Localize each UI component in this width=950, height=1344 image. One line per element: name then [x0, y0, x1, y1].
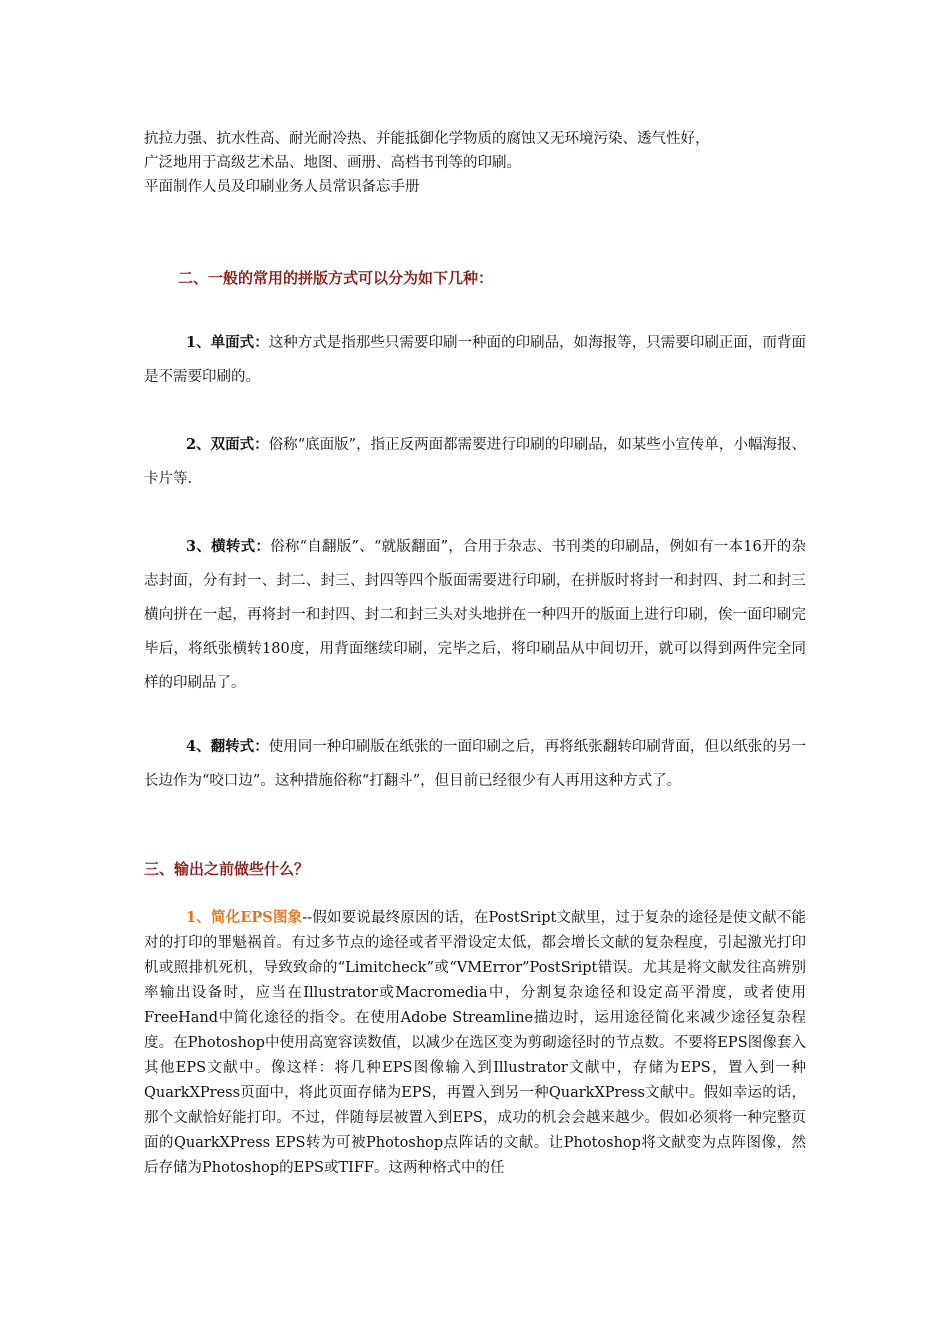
item-text: 这种方式是指那些只需要印刷一种面的印刷品，如海报等，只需要印刷正面，而背面是不需要印刷的。 [144, 335, 806, 385]
item-text: 俗称“自翻版”、“就版翻面”，合用于杂志、书刊类的印刷品，例如有一本16开的杂志封面，分有封一、封二、封三、封四等四个版面需要进行印刷，在拼版时将封一和封四、封二和封三横向拼在一起，再将封一和封四、封二和封三头对头地拼在一种四开的版面上进行印刷，俟一面印刷完毕后，将纸张横转180度，用背面继续印刷，完毕之后，将印刷品从中间切开，就可以得到两件完全同样的印刷品了。 [144, 539, 806, 691]
layout-item-double-side [144, 428, 806, 496]
item-text: 使用同一种印刷版在纸张的一面印刷之后，再将纸张翻转印刷背面，但以纸张的另一长边作为“咬口边”。这种措施俗称“打翻斗”，但目前已经很少有人再用这种方式了。 [144, 739, 806, 789]
item-text: --假如要说最终原因的话，在PostSript文献里，过于复杂的途径是使文献不能对的打印的罪魁祸首。有过多节点的途径或者平滑设定太低，都会增长文献的复杂程度，引起激光打印机或照排机死机，导致致命的“Limitcheck”或“VMError”PostSript错误。尤其是将文献发往高辨别率输出设备时，应当在Illustrator或Macromedia中，分割复杂途径和设定高平滑度，或者使用FreeHand中简化途径的指令。在使用Adobe Streamline描边时，运用途径简化来减少途径复杂程度。在Photoshop中使用高宽容读数值，以减少在选区变为剪砌途径时的节点数。不要将EPS图像套入其他EPS文献中。像这样：将几种EPS图像输入到Illustrator文献中，存储为EPS，置入到一种QuarkXPress页面中，将此页面存储为EPS，再置入到另一种QuarkXPress文献中。假如幸运的话，那个文献恰好能打印。不过，伴随每层被置入到EPS，成功的机会会越来越少。假如必须将一种完整页面的QuarkXPress EPS转为可被Photoshop点阵话的文献。让Photoshop将文献变为点阵图像，然后存储为Photoshop的EPS或TIFF。这两种格式中的任 [144, 910, 807, 1176]
intro-line: 广泛地用于高级艺术品、地图、画册、高档书刊等的印刷。 [144, 155, 521, 171]
section-2-heading: 二、一般的常用的拼版方式可以分为如下几种： [178, 269, 494, 287]
layout-item-work-and-turn [144, 530, 806, 700]
intro-line: 抗拉力强、抗水性高、耐光耐冷热、并能抵御化学物质的腐蚀又无环境污染、透气性好， [144, 131, 710, 147]
item-text: 俗称“底面版”，指正反两面都需要进行印刷的印刷品，如某些小宣传单，小幅海报、卡片等. [144, 437, 806, 487]
item-label: 1、简化EPS图象 [186, 909, 303, 926]
output-item-simplify-eps [144, 905, 806, 1181]
item-label: 2、双面式： [186, 436, 269, 453]
item-label: 4、翻转式： [186, 738, 269, 755]
layout-item-single-side [144, 326, 806, 394]
intro-paragraph [144, 127, 806, 199]
section-3-heading: 三、输出之前做些什么？ [144, 860, 310, 878]
layout-item-work-and-tumble [144, 730, 806, 798]
item-label: 1、单面式： [186, 334, 269, 351]
item-label: 3、横转式： [186, 538, 271, 555]
intro-line: 平面制作人员及印刷业务人员常识备忘手册 [144, 179, 420, 195]
